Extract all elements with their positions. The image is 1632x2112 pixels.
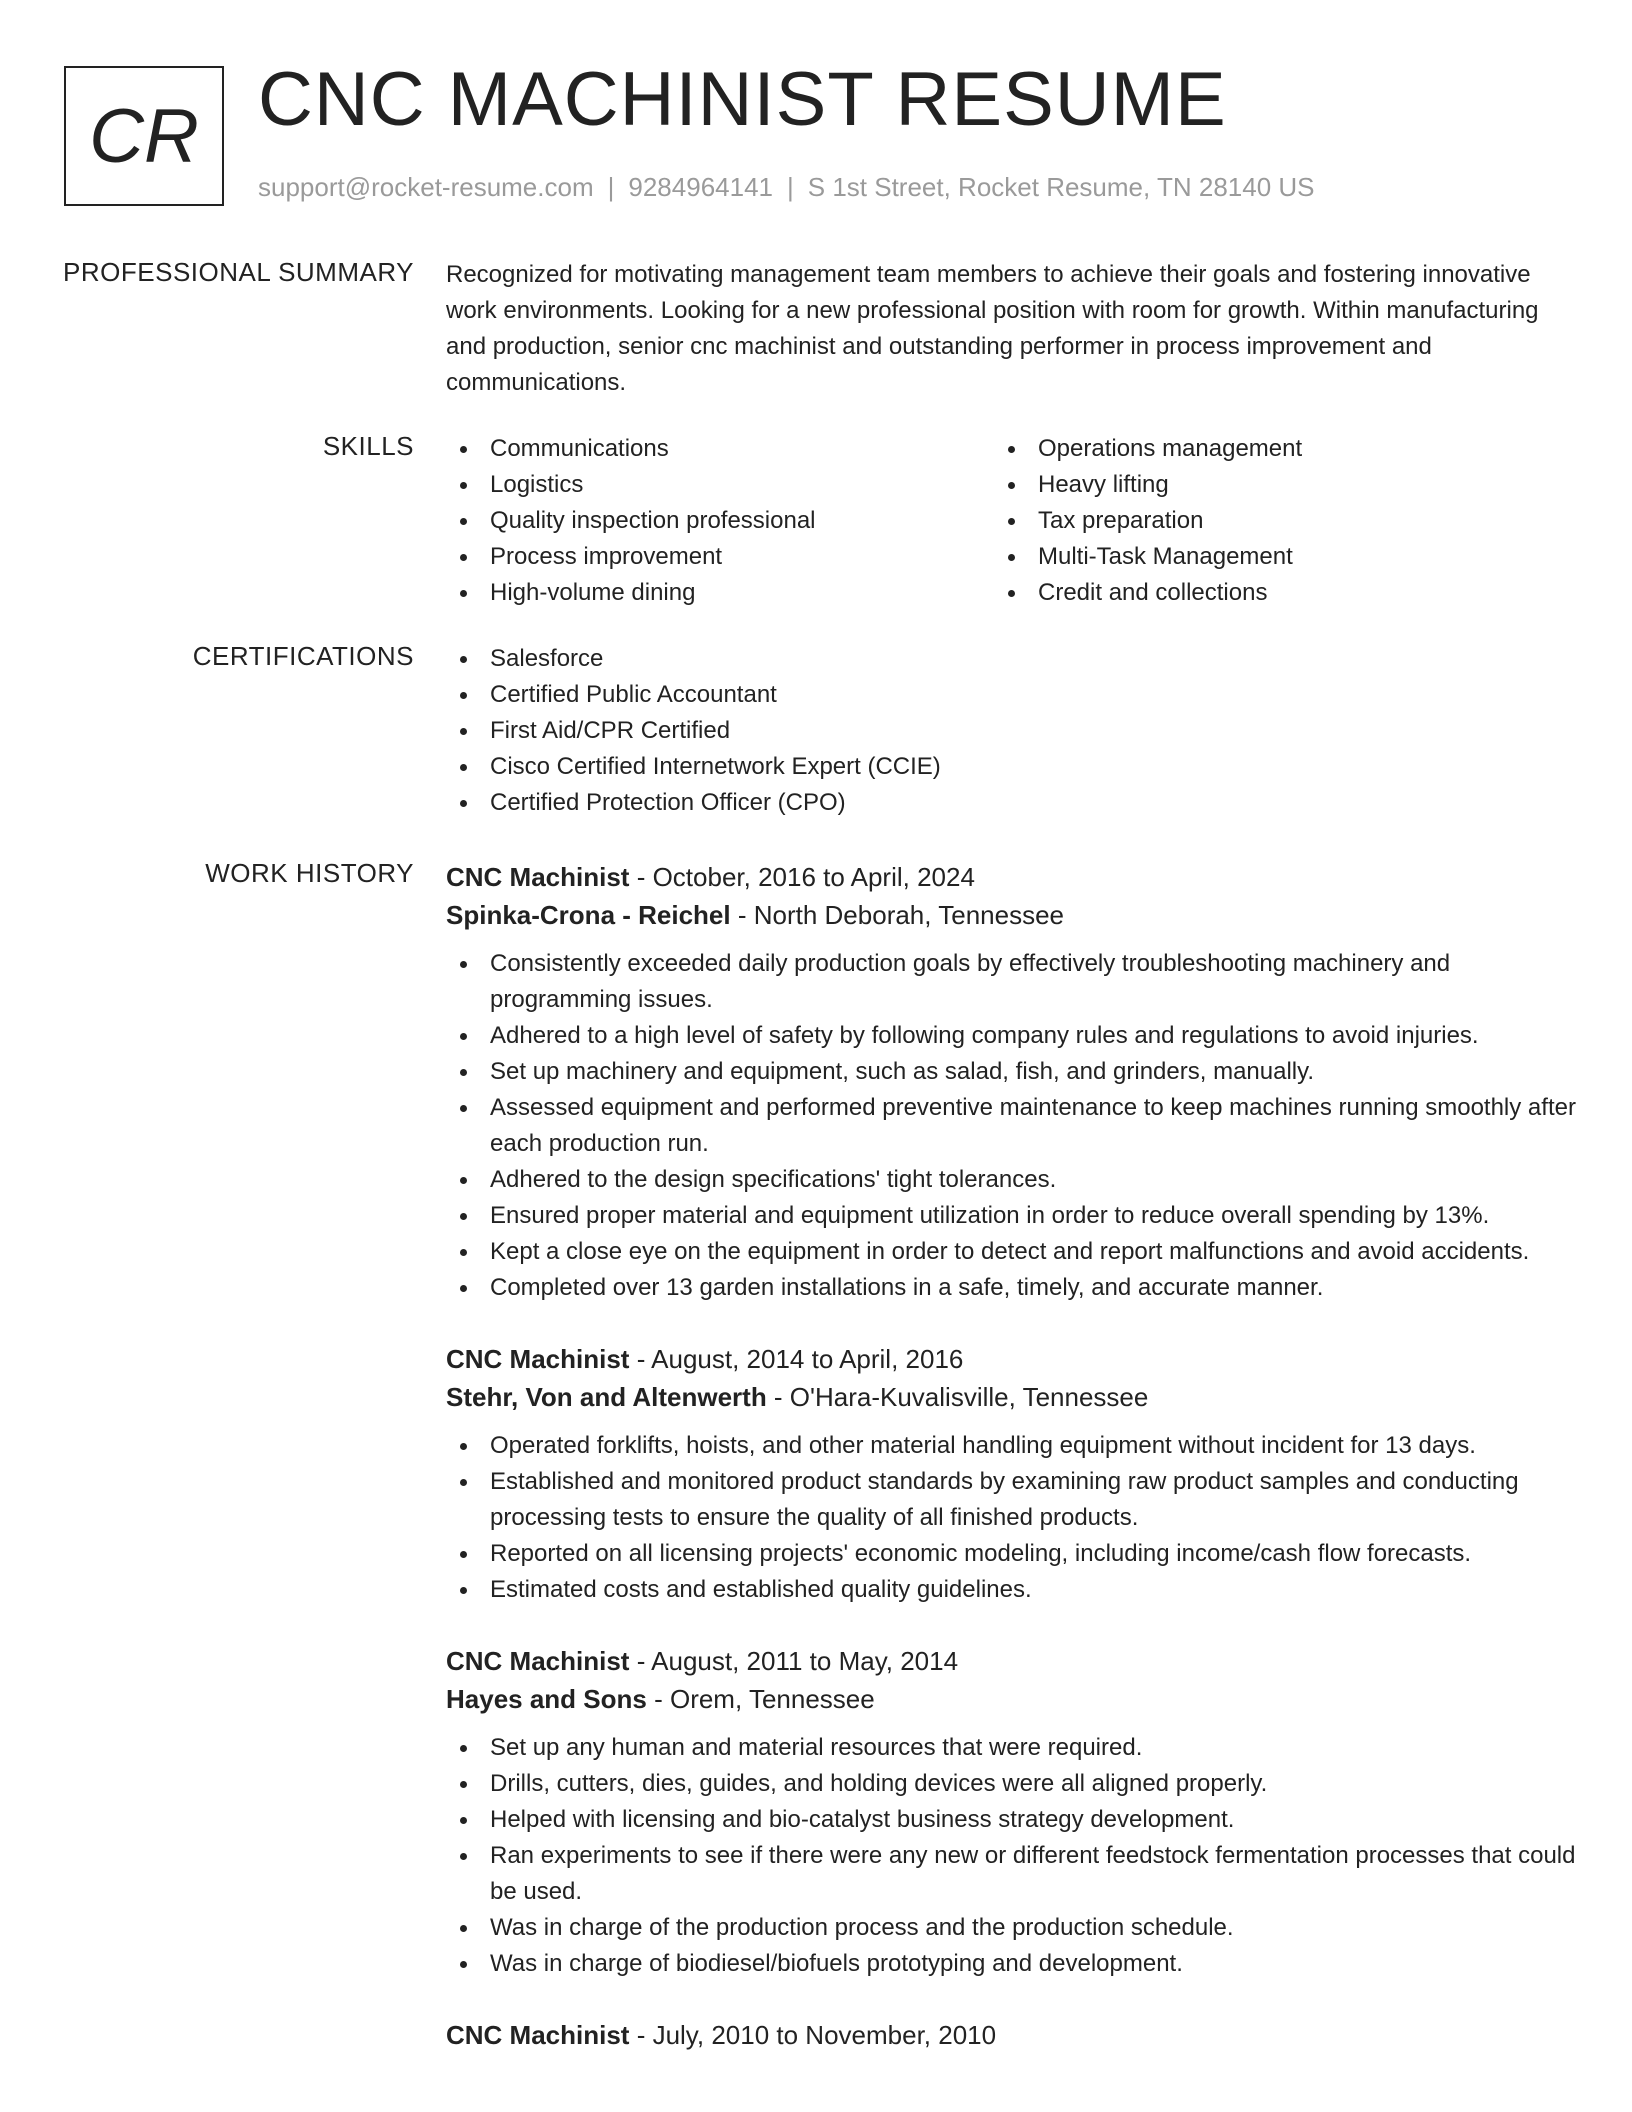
job-bullet: Established and monitored product standards by examining raw product samples and conducting processing tests to ensure the quality of all finished products. <box>446 1464 1576 1536</box>
job-entry <box>446 858 1576 1306</box>
job-dates: - August, 2011 to May, 2014 <box>629 1646 959 1676</box>
skill-item: Credit and collections <box>994 575 1542 611</box>
contact-phone[interactable]: 9284964141 <box>628 172 773 202</box>
skill-item: Logistics <box>446 467 994 503</box>
job-bullet: Ran experiments to see if there were any new or different feedstock fermentation processes that could be used. <box>446 1838 1576 1910</box>
job-bullets <box>446 1730 1576 1982</box>
job-title: CNC Machinist <box>446 2020 630 2050</box>
skills-list-left <box>446 431 994 611</box>
job-bullet: Drills, cutters, dies, guides, and holding devices were all aligned properly. <box>446 1766 1576 1802</box>
job-dates: - August, 2014 to April, 2016 <box>629 1344 964 1374</box>
job-entry <box>446 1340 1576 1608</box>
job-bullet: Completed over 13 garden installations in a safe, timely, and accurate manner. <box>446 1270 1576 1306</box>
job-location: - North Deborah, Tennessee <box>730 900 1065 930</box>
summary-text: Recognized for motivating management team members to achieve their goals and fostering innovative work environments. Looking for a new professional position with room for growth. Within manufacturing and production, senior cnc machinist and outstanding performer in process improvement and communications. <box>446 261 1539 396</box>
job-bullet: Set up any human and material resources that were required. <box>446 1730 1576 1766</box>
job-entry <box>446 1642 1576 1982</box>
job-title: CNC Machinist <box>446 862 630 892</box>
job-bullet: Was in charge of biodiesel/biofuels prototyping and development. <box>446 1946 1576 1982</box>
job-bullet: Assessed equipment and performed preventive maintenance to keep machines running smoothly after each production run. <box>446 1090 1576 1162</box>
certification-item: Certified Public Accountant <box>446 677 1576 713</box>
skills-list-right <box>994 431 1542 611</box>
job-bullets <box>446 946 1576 1306</box>
job-location: - Orem, Tennessee <box>646 1684 875 1714</box>
certification-item: First Aid/CPR Certified <box>446 713 1576 749</box>
contact-line <box>258 172 1315 203</box>
skill-item: Quality inspection professional <box>446 503 994 539</box>
skill-item: Multi-Task Management <box>994 539 1542 575</box>
skill-item: Process improvement <box>446 539 994 575</box>
section-label-skills: SKILLS <box>322 431 414 461</box>
job-bullet: Ensured proper material and equipment utilization in order to reduce overall spending by 13%. <box>446 1198 1576 1234</box>
section-label-certifications: CERTIFICATIONS <box>192 641 414 671</box>
job-bullet: Set up machinery and equipment, such as salad, fish, and grinders, manually. <box>446 1054 1576 1090</box>
job-company: Spinka-Crona - Reichel <box>446 900 731 930</box>
skill-item: Heavy lifting <box>994 467 1542 503</box>
monogram-logo: CR <box>64 66 224 206</box>
job-bullet: Helped with licensing and bio-catalyst business strategy development. <box>446 1802 1576 1838</box>
job-title-line <box>446 858 1576 896</box>
job-title: CNC Machinist <box>446 1344 630 1374</box>
certification-item: Certified Protection Officer (CPO) <box>446 785 1576 821</box>
skill-item: Operations management <box>994 431 1542 467</box>
job-bullets <box>446 1428 1576 1608</box>
contact-separator: | <box>787 172 794 202</box>
certifications-list <box>446 641 1576 821</box>
job-bullet: Consistently exceeded daily production goals by effectively troubleshooting machinery and programming issues. <box>446 946 1576 1018</box>
job-bullet: Was in charge of the production process and the production schedule. <box>446 1910 1576 1946</box>
job-title: CNC Machinist <box>446 1646 630 1676</box>
job-company: Stehr, Von and Altenwerth <box>446 1382 767 1412</box>
section-label-work-history: WORK HISTORY <box>205 858 414 888</box>
job-entry <box>446 2016 1576 2054</box>
job-bullet: Adhered to the design specifications' tight tolerances. <box>446 1162 1576 1198</box>
job-company-line <box>446 896 1576 934</box>
job-title-line <box>446 1340 1576 1378</box>
job-bullet: Estimated costs and established quality guidelines. <box>446 1572 1576 1608</box>
section-label-summary: PROFESSIONAL SUMMARY <box>63 257 414 287</box>
job-bullet: Operated forklifts, hoists, and other material handling equipment without incident for 13 days. <box>446 1428 1576 1464</box>
certification-item: Salesforce <box>446 641 1576 677</box>
job-bullet: Adhered to a high level of safety by following company rules and regulations to avoid injuries. <box>446 1018 1576 1054</box>
contact-email[interactable]: support@rocket-resume.com <box>258 172 594 202</box>
job-company-line <box>446 1680 1576 1718</box>
skill-item: Tax preparation <box>994 503 1542 539</box>
job-dates: - July, 2010 to November, 2010 <box>629 2020 997 2050</box>
contact-separator: | <box>607 172 615 202</box>
job-dates: - October, 2016 to April, 2024 <box>629 862 975 892</box>
job-company-line <box>446 1378 1576 1416</box>
skill-item: High-volume dining <box>446 575 994 611</box>
resume-title: CNC MACHINIST RESUME <box>258 57 1227 142</box>
job-bullet: Kept a close eye on the equipment in order to detect and report malfunctions and avoid accidents. <box>446 1234 1576 1270</box>
skill-item: Communications <box>446 431 994 467</box>
job-bullet: Reported on all licensing projects' economic modeling, including income/cash flow forecasts. <box>446 1536 1576 1572</box>
contact-address: S 1st Street, Rocket Resume, TN 28140 US <box>807 172 1315 202</box>
certification-item: Cisco Certified Internetwork Expert (CCIE) <box>446 749 1576 785</box>
job-title-line <box>446 1642 1576 1680</box>
job-company: Hayes and Sons <box>446 1684 647 1714</box>
job-title-line <box>446 2016 1576 2054</box>
job-location: - O'Hara-Kuvalisville, Tennessee <box>766 1382 1149 1412</box>
